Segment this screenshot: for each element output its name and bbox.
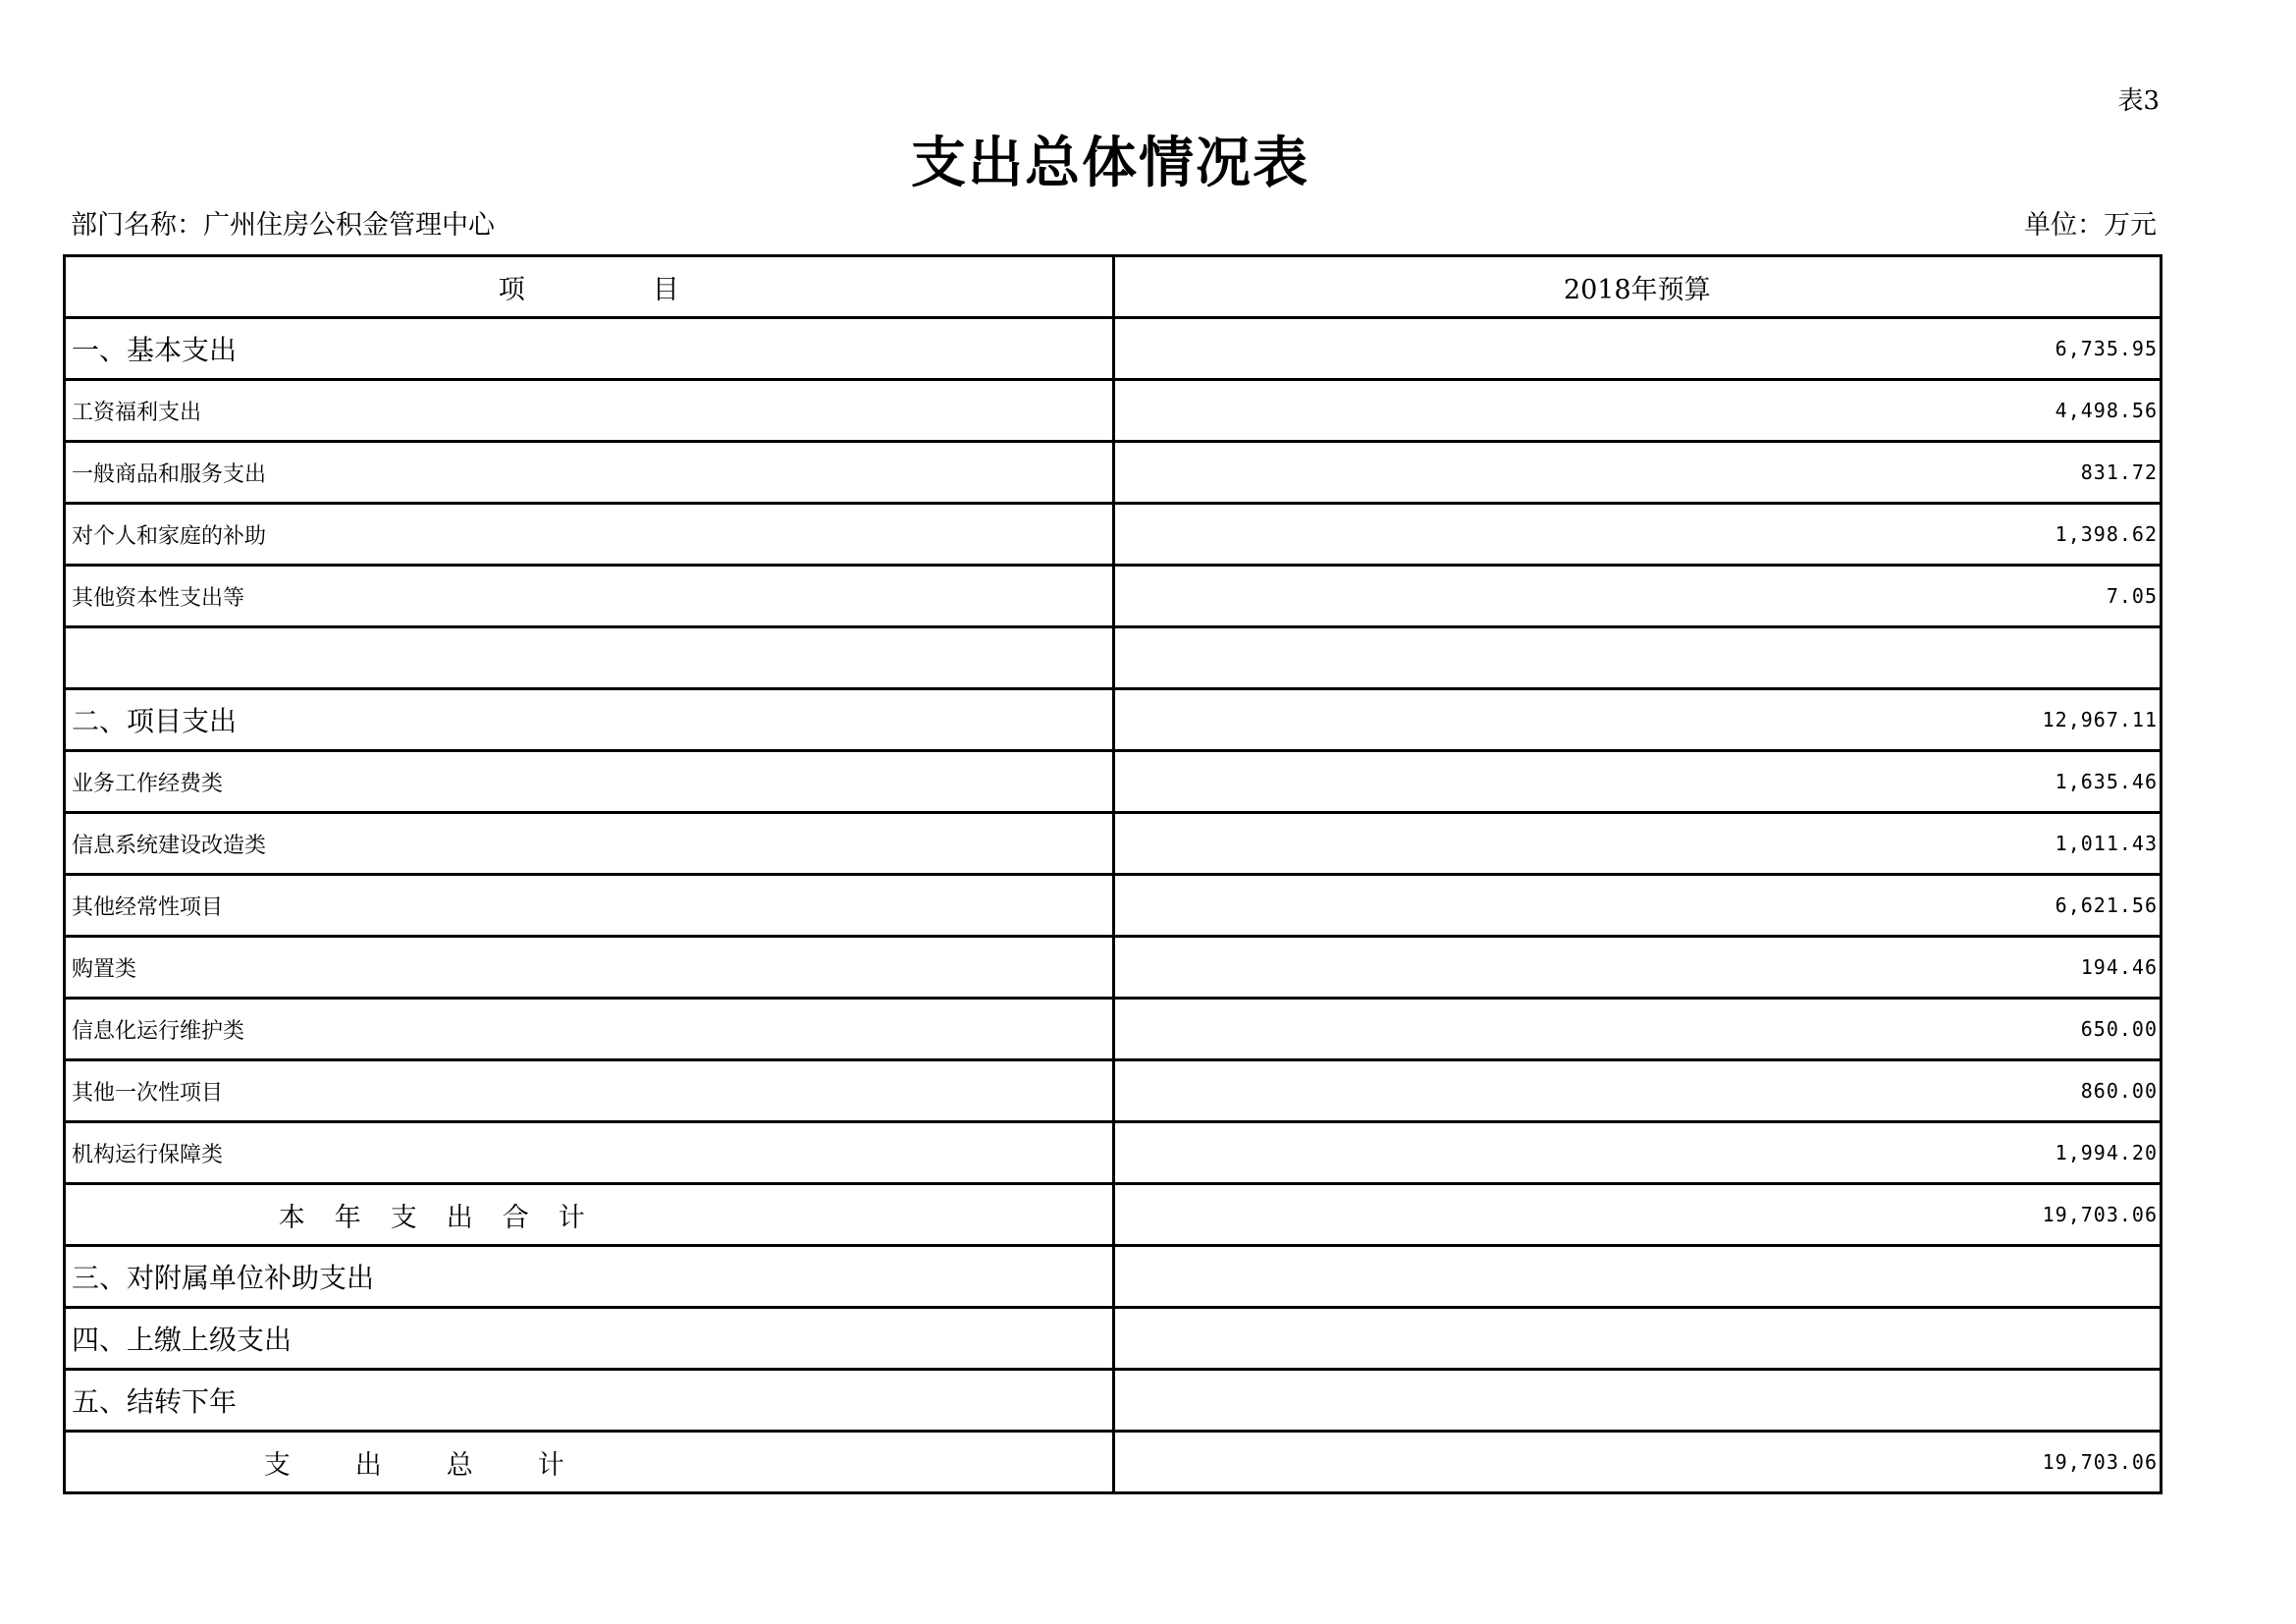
- row-label: 一、基本支出: [65, 318, 1114, 380]
- table-row: [65, 566, 2162, 627]
- row-label: 支出总计: [263, 1449, 629, 1481]
- row-label: 其他资本性支出等: [65, 566, 1114, 627]
- table-row-basic-expenditure: [65, 318, 2162, 380]
- table-header-row: [65, 256, 2162, 318]
- row-value: [1113, 1370, 2162, 1432]
- row-value: 19,703.06: [1113, 1184, 2162, 1246]
- table-row: [65, 442, 2162, 504]
- row-value: 19,703.06: [1113, 1432, 2162, 1493]
- header-item: 项目: [65, 256, 1114, 318]
- row-label: 四、上缴上级支出: [65, 1308, 1114, 1370]
- row-value: 6,621.56: [1113, 875, 2162, 937]
- table-row-empty: [65, 627, 2162, 689]
- row-label: 二、项目支出: [65, 689, 1114, 751]
- budget-table: [63, 254, 2163, 1494]
- table-row-carry-forward: [65, 1370, 2162, 1432]
- unit-label: 单位：万元: [2024, 210, 2157, 241]
- table-row-remit-upper-level: [65, 1308, 2162, 1370]
- row-value: 194.46: [1113, 937, 2162, 999]
- department-name: 部门名称：广州住房公积金管理中心: [71, 210, 495, 241]
- row-label: 本年支出合计: [278, 1202, 614, 1233]
- table-row: [65, 999, 2162, 1060]
- row-value: 6,735.95: [1113, 318, 2162, 380]
- row-label: 对个人和家庭的补助: [65, 504, 1114, 566]
- header-amount: 2018年预算: [1113, 256, 2162, 318]
- row-label: 信息系统建设改造类: [65, 813, 1114, 875]
- table-row-annual-subtotal: [65, 1184, 2162, 1246]
- row-value: 4,498.56: [1113, 380, 2162, 442]
- row-label: 信息化运行维护类: [65, 999, 1114, 1060]
- row-label: 机构运行保障类: [65, 1122, 1114, 1184]
- row-label: 一般商品和服务支出: [65, 442, 1114, 504]
- row-value: 7.05: [1113, 566, 2162, 627]
- table-row: [65, 380, 2162, 442]
- table-row: [65, 504, 2162, 566]
- row-value: [1113, 627, 2162, 689]
- row-value: 650.00: [1113, 999, 2162, 1060]
- row-label: 其他经常性项目: [65, 875, 1114, 937]
- row-value: 831.72: [1113, 442, 2162, 504]
- row-value: 860.00: [1113, 1060, 2162, 1122]
- table-row: [65, 937, 2162, 999]
- row-value: [1113, 1246, 2162, 1308]
- row-value: 1,994.20: [1113, 1122, 2162, 1184]
- row-value: 12,967.11: [1113, 689, 2162, 751]
- row-value: 1,011.43: [1113, 813, 2162, 875]
- table-row: [65, 1060, 2162, 1122]
- table-row-project-expenditure: [65, 689, 2162, 751]
- table-row: [65, 875, 2162, 937]
- row-label: 业务工作经费类: [65, 751, 1114, 813]
- row-label: 三、对附属单位补助支出: [65, 1246, 1114, 1308]
- table-row: [65, 813, 2162, 875]
- table-row: [65, 751, 2162, 813]
- row-label: 五、结转下年: [65, 1370, 1114, 1432]
- row-label: [65, 627, 1114, 689]
- table-row: [65, 1122, 2162, 1184]
- row-label: 其他一次性项目: [65, 1060, 1114, 1122]
- page-title: 支出总体情况表: [911, 131, 1309, 195]
- row-value: [1113, 1308, 2162, 1370]
- table-row-grand-total: [65, 1432, 2162, 1493]
- row-value: 1,398.62: [1113, 504, 2162, 566]
- table-row-subsidiary-subsidy: [65, 1246, 2162, 1308]
- row-value: 1,635.46: [1113, 751, 2162, 813]
- row-label: 购置类: [65, 937, 1114, 999]
- table-number: 表3: [2117, 86, 2160, 116]
- row-label: 工资福利支出: [65, 380, 1114, 442]
